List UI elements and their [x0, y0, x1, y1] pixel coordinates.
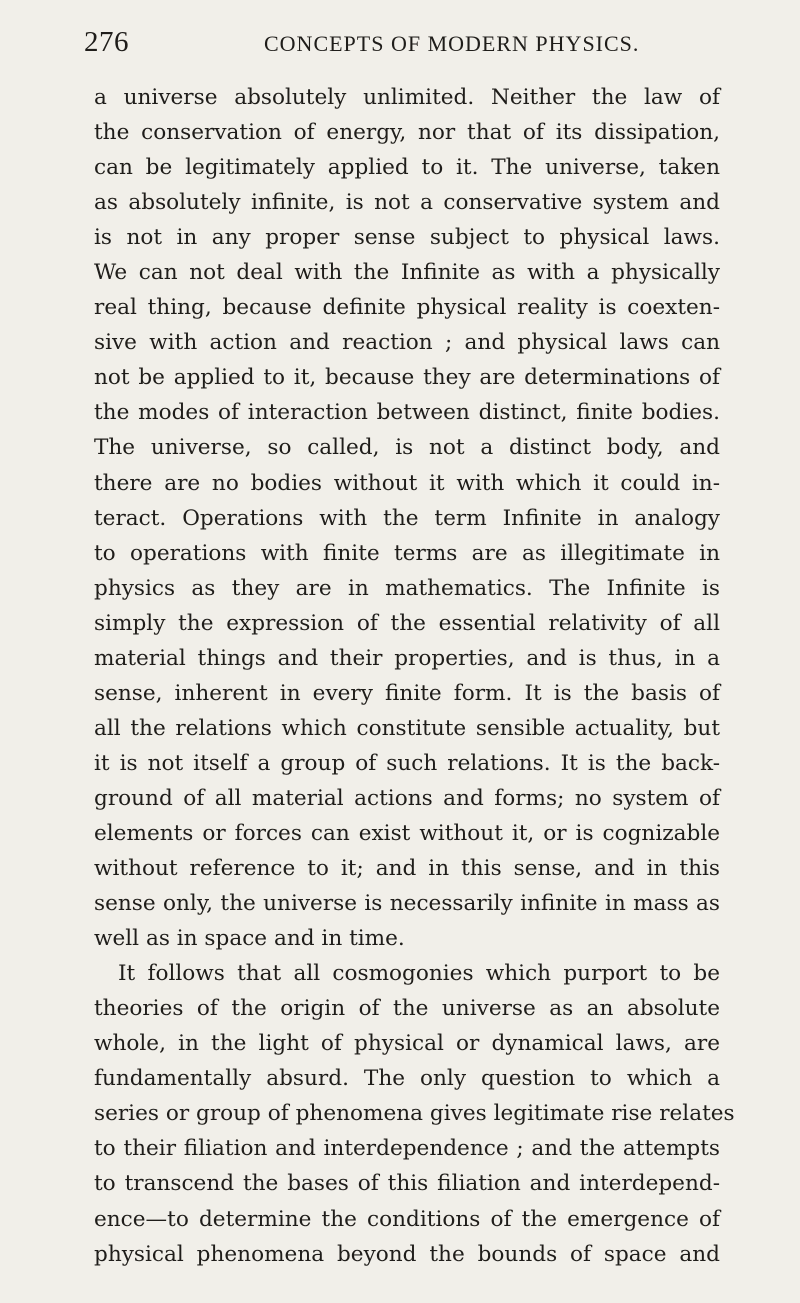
text-line: as absolutely infinite, is not a conservative system and: [94, 190, 720, 216]
text-line: a universe absolutely unlimited. Neither the law of: [94, 85, 720, 110]
text-line: physical phenomena beyond the bounds of space and: [94, 1241, 720, 1267]
text-line: ence—to determine the conditions of the emergence of: [94, 1206, 720, 1232]
text-line: the conservation of energy, nor that of its dissipation,: [94, 120, 720, 146]
text-line: it is not itself a group of such relations. It is the back-: [94, 750, 720, 776]
text-line: there are no bodies without it with which it could in-: [94, 470, 720, 496]
text-line: is not in any proper sense subject to physical laws.: [94, 225, 720, 251]
text-line: sense only, the universe is necessarily infinite in mass as: [94, 891, 720, 917]
body-text: [94, 80, 735, 1272]
page-number: 276: [84, 26, 129, 58]
text-line: sense, inherent in every finite form. It is the basis of: [94, 680, 720, 706]
paragraph-end-line: well as in space and in time.: [94, 926, 405, 952]
text-line: We can not deal with the Infinite as with a physically: [94, 260, 720, 286]
text-line: series or group of phenomena gives legitimate rise relates: [94, 1101, 735, 1127]
text-line: theories of the origin of the universe as an absolute: [94, 996, 720, 1022]
text-line: to operations with finite terms are as illegitimate in: [94, 540, 720, 566]
paragraph-start-line: It follows that all cosmogonies which purport to be: [118, 961, 720, 987]
text-line: all the relations which constitute sensible actuality, but: [94, 715, 720, 741]
text-line: to their filiation and interdependence ; and the attempts: [94, 1136, 720, 1162]
text-line: can be legitimately applied to it. The universe, taken: [94, 155, 720, 181]
text-line: real thing, because definite physical reality is coexten-: [94, 295, 720, 321]
text-line: to transcend the bases of this filiation and interdepend-: [94, 1171, 720, 1197]
text-line: the modes of interaction between distinct, finite bodies.: [94, 400, 720, 426]
text-line: without reference to it; and in this sense, and in this: [94, 856, 720, 882]
text-line: The universe, so called, is not a distinct body, and: [94, 435, 720, 461]
text-line: simply the expression of the essential relativity of all: [94, 610, 720, 636]
text-line: not be applied to it, because they are determinations of: [94, 365, 720, 391]
page-header: [0, 22, 800, 62]
text-line: sive with action and reaction ; and physical laws can: [94, 330, 720, 356]
text-line: physics as they are in mathematics. The Infinite is: [94, 575, 720, 601]
running-head: CONCEPTS OF MODERN PHYSICS.: [264, 31, 640, 56]
text-line: fundamentally absurd. The only question to which a: [94, 1066, 720, 1092]
text-line: teract. Operations with the term Infinite in analogy: [94, 505, 720, 531]
text-line: elements or forces can exist without it, or is cognizable: [94, 820, 720, 846]
text-line: material things and their properties, and is thus, in a: [94, 645, 720, 671]
text-line: ground of all material actions and forms; no system of: [94, 785, 720, 811]
text-line: whole, in the light of physical or dynamical laws, are: [94, 1031, 720, 1057]
